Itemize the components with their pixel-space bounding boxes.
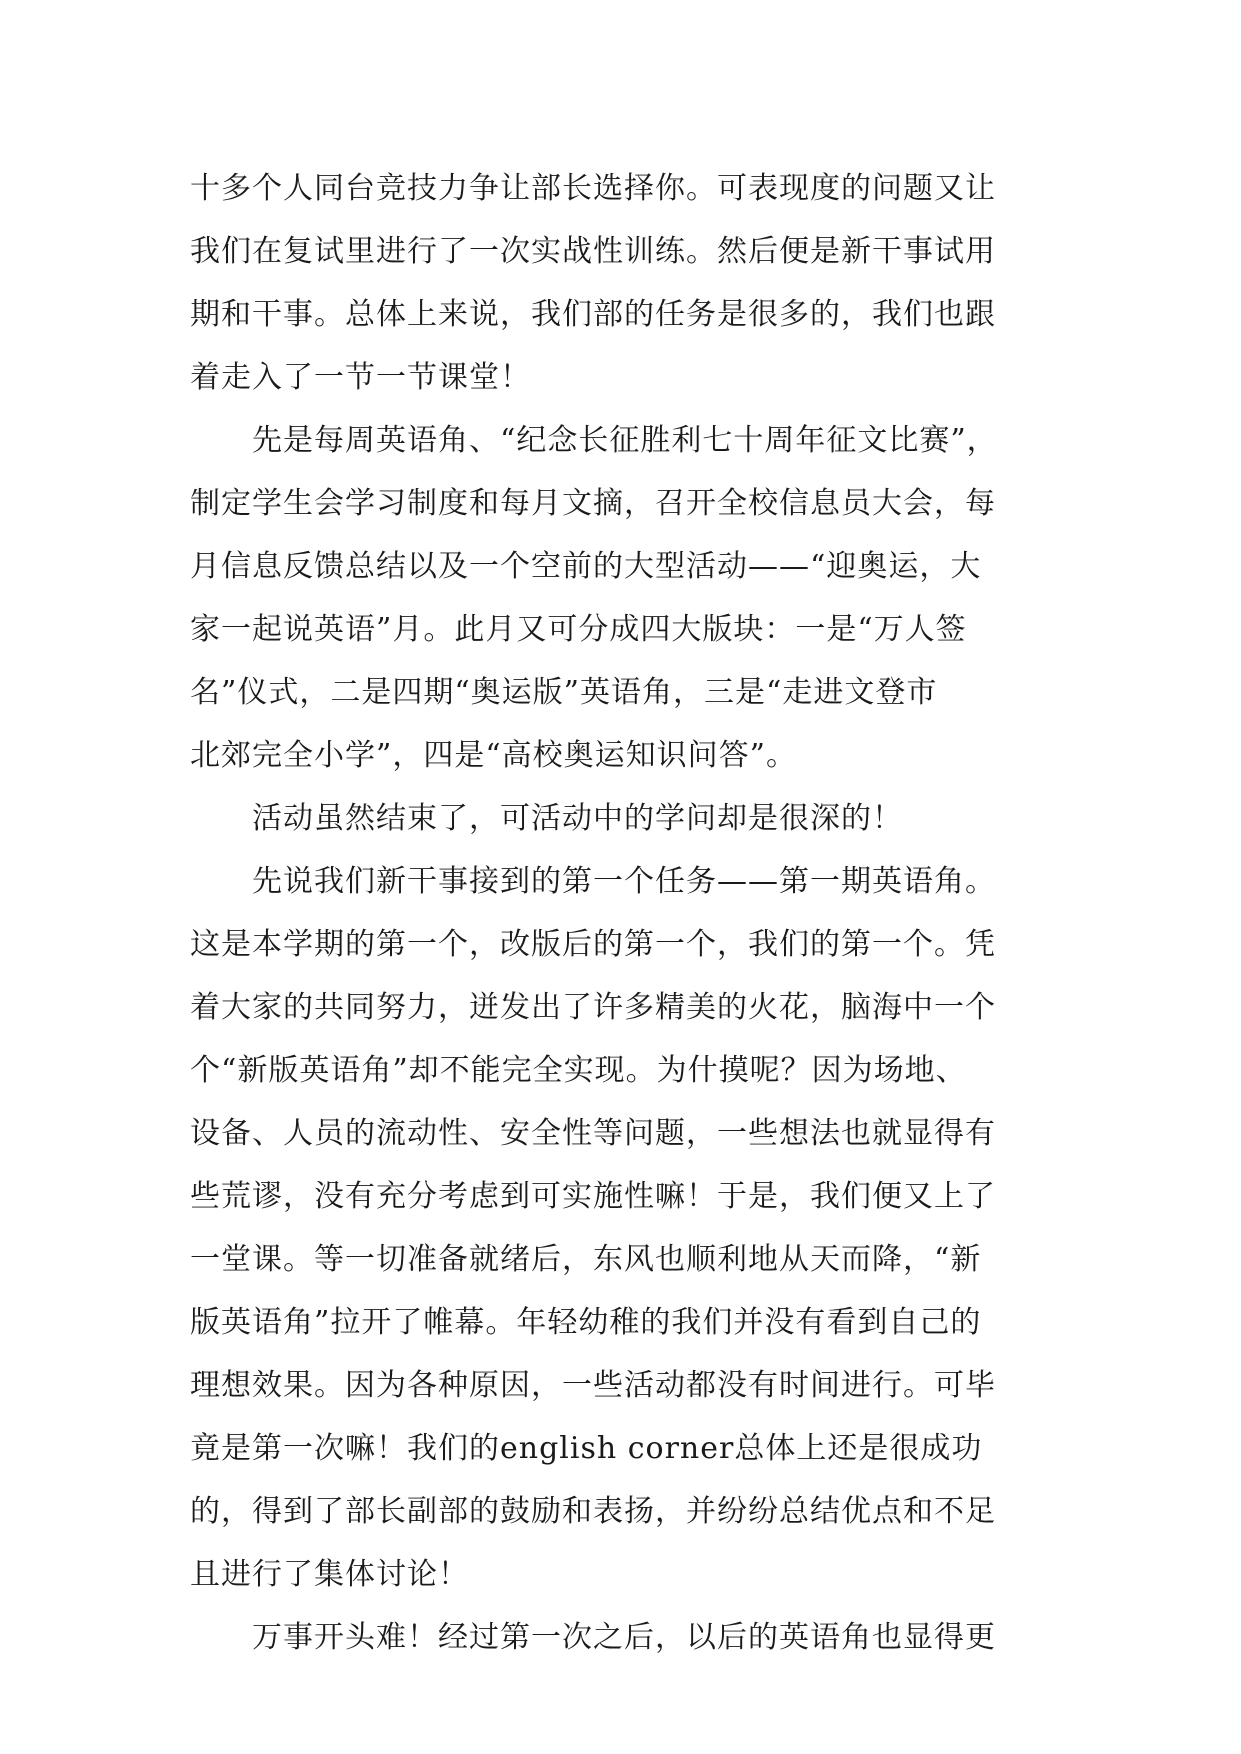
- text-line: 这是本学期的第一个，改版后的第一个，我们的第一个。凭: [190, 927, 996, 962]
- text-line: 个“新版英语角”却不能完全实现。为什摸呢？因为场地、: [190, 1053, 967, 1088]
- text-line: 名”仪式，二是四期“奥运版”英语角，三是“走进文登市: [190, 675, 938, 710]
- text-line: 月信息反馈总结以及一个空前的大型活动——“迎奥运，大: [190, 549, 982, 584]
- paragraph-start-line: 活动虽然结束了，可活动中的学问却是很深的！: [252, 801, 903, 836]
- text-line: 且进行了集体讨论！: [190, 1557, 469, 1592]
- text-line: 些荒谬，没有充分考虑到可实施性嘛！于是，我们便又上了: [190, 1179, 996, 1214]
- text-line: 竟是第一次嘛！我们的english corner总体上还是很成功: [190, 1431, 983, 1466]
- text-line: 理想效果。因为各种原因，一些活动都没有时间进行。可毕: [190, 1368, 996, 1403]
- paragraph-start-line: 先是每周英语角、“纪念长征胜利七十周年征文比赛”，: [252, 423, 998, 458]
- text-line: 着大家的共同努力，迸发出了许多精美的火花，脑海中一个: [190, 990, 996, 1025]
- body-text: [190, 157, 1050, 1669]
- text-line: 一堂课。等一切准备就绪后，东风也顺利地从天而降，“新: [190, 1242, 982, 1277]
- text-line: 设备、人员的流动性、安全性等问题，一些想法也就显得有: [190, 1116, 996, 1151]
- text-line: 期和干事。总体上来说，我们部的任务是很多的，我们也跟: [190, 297, 996, 332]
- text-line: 着走入了一节一节课堂！: [190, 360, 531, 395]
- text-line: 家一起说英语”月。此月又可分成四大版块：一是“万人签: [190, 612, 967, 647]
- text-line: 北郊完全小学”，四是“高校奥运知识问答”。: [190, 738, 798, 773]
- text-line: 制定学生会学习制度和每月文摘，召开全校信息员大会，每: [190, 486, 996, 521]
- text-line: 的，得到了部长副部的鼓励和表扬，并纷纷总结优点和不足: [190, 1494, 996, 1529]
- text-line: 十多个人同台竞技力争让部长选择你。可表现度的问题又让: [190, 171, 996, 206]
- paragraph-start-line: 先说我们新干事接到的第一个任务——第一期英语角。: [252, 864, 996, 899]
- text-line: 版英语角”拉开了帷幕。年轻幼稚的我们并没有看到自己的: [190, 1305, 982, 1340]
- text-line: 我们在复试里进行了一次实战性训练。然后便是新干事试用: [190, 234, 996, 269]
- paragraph-start-line: 万事开头难！经过第一次之后，以后的英语角也显得更: [252, 1620, 996, 1655]
